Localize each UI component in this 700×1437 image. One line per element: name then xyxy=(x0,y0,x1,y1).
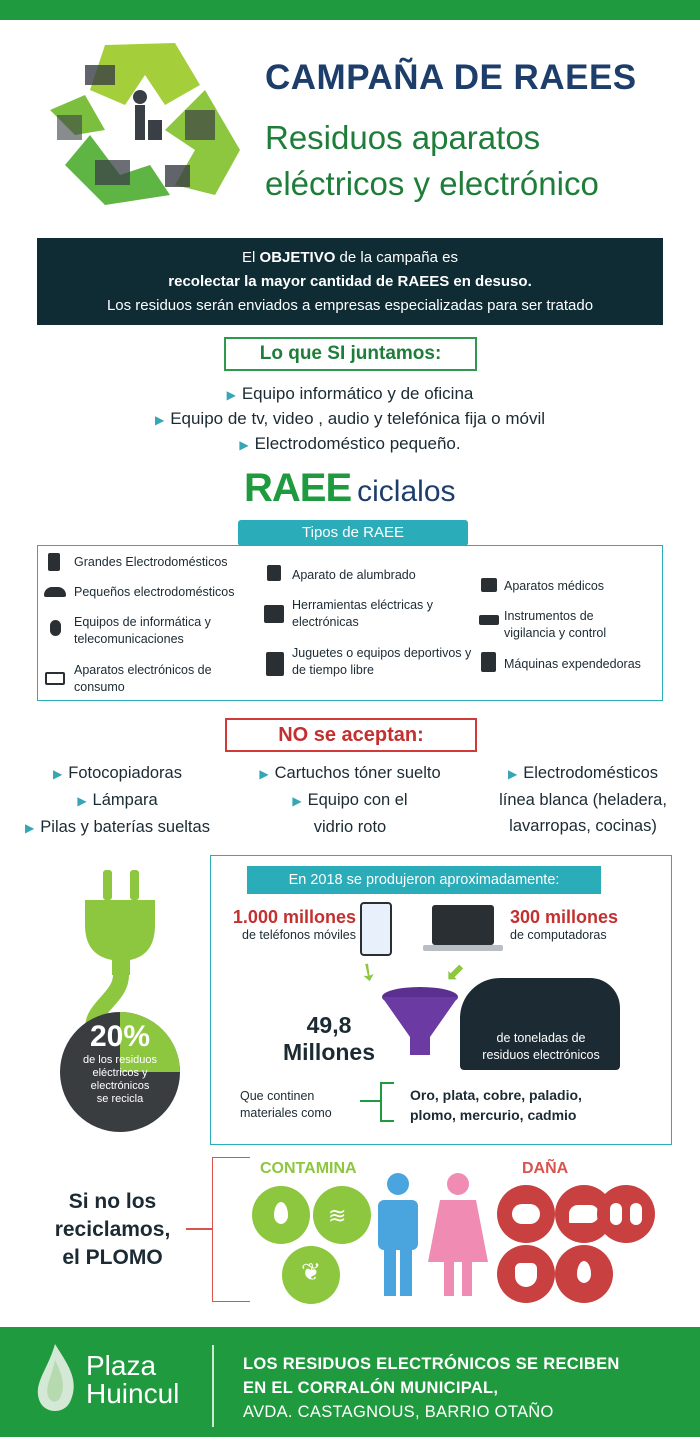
people-icon xyxy=(372,1172,492,1302)
campaign-subtitle: Residuos aparatos eléctricos y electrónico xyxy=(265,119,599,202)
tipo-item: Aparato de alumbrado xyxy=(292,568,416,582)
flame-logo-icon xyxy=(28,1340,83,1420)
vending-machine-icon xyxy=(481,652,496,672)
tipo-item: Pequeños electrodomésticos xyxy=(74,585,235,599)
mouse-icon xyxy=(50,620,61,636)
tipo-item: Aparatos electrónicos de consumo xyxy=(74,663,212,694)
lead-warning: Si no los reciclamos, el PLOMO xyxy=(54,1190,171,1269)
list-item: ▶ Fotocopiadoras xyxy=(53,764,182,782)
tipo-item: Equipos de informática y telecomunicaciones xyxy=(74,615,211,646)
dana-label: DAÑA xyxy=(522,1160,569,1177)
accepted-heading: Lo que SI juntamos: xyxy=(224,337,477,371)
accepted-list xyxy=(0,382,700,457)
rejected-col2: ▶ Cartuchos tóner suelto ▶ Equipo con el vidrio roto xyxy=(240,760,460,840)
stats-heading: En 2018 se produjeron aproximadamente: xyxy=(247,866,601,894)
air-wind-icon: ≋ xyxy=(313,1186,371,1244)
triangle-bullet-icon: ▶ xyxy=(53,767,63,781)
objective-box: El OBJETIVO de la campaña es recolectar la mayor cantidad de RAEES en desuso. Los residuos serán enviados a empresas especializadas para ser tratado xyxy=(37,238,663,325)
triangle-bullet-icon: ▶ xyxy=(77,794,87,808)
bracket-line xyxy=(186,1228,212,1230)
camera-icon xyxy=(479,615,499,625)
brand-logo: Plaza Huincul xyxy=(86,1350,180,1409)
list-item: ▶ Electrodomésticos xyxy=(507,764,659,782)
robot-icon xyxy=(266,652,284,676)
recycle-icon xyxy=(45,35,245,225)
list-item: ▶ Cartuchos tóner suelto xyxy=(259,764,441,782)
laptop-base xyxy=(423,945,503,951)
fridge-icon xyxy=(48,553,60,571)
rejected-col3: ▶ Electrodomésticos línea blanca (heladera, lavarropas, cocinas) xyxy=(478,760,688,839)
total-stat: 49,8 Millones xyxy=(282,1012,375,1065)
uterus-icon xyxy=(497,1245,555,1303)
triangle-bullet-icon: ▶ xyxy=(239,438,249,452)
campaign-title: CAMPAÑA DE RAEES xyxy=(265,58,637,97)
raee-logo: RAEE ciclalos xyxy=(244,466,456,510)
arrow-down-left-icon: ⬋ xyxy=(445,959,466,986)
triangle-bullet-icon: ▶ xyxy=(154,413,165,427)
triangle-bullet-icon: ▶ xyxy=(25,821,35,835)
footer-address: LOS RESIDUOS ELECTRÓNICOS SE RECIBEN EN EL CORRALÓN MUNICIPAL, AVDA. CASTAGNOUS, BARRIO OTAÑO xyxy=(243,1355,620,1421)
phones-stat: 1.000 millones de teléfonos móviles xyxy=(232,907,356,942)
brain-icon xyxy=(497,1185,555,1243)
water-drop-icon xyxy=(252,1186,310,1244)
materials-list: Oro, plata, cobre, paladio, plomo, mercurio, cadmio xyxy=(410,1087,582,1123)
laptop-icon xyxy=(432,905,494,945)
contamina-label: CONTAMINA xyxy=(260,1160,357,1177)
funnel-icon xyxy=(380,985,460,1060)
tipo-item: Juguetes o equipos deportivos y de tiempo libre xyxy=(292,646,472,677)
tipo-item: Instrumentos de vigilancia y control xyxy=(504,609,607,640)
tipo-item: Máquinas expendedoras xyxy=(504,657,641,671)
list-item: ▶ Electrodoméstico pequeño. xyxy=(239,434,461,453)
blood-drop-icon xyxy=(555,1245,613,1303)
list-item: ▶ Equipo con el xyxy=(292,791,408,809)
drill-icon xyxy=(264,605,284,623)
list-item: ▶ Lámpara xyxy=(77,791,158,809)
plant-sprout-icon: ❦ xyxy=(282,1246,340,1304)
kidneys-icon xyxy=(597,1185,655,1243)
recycle-percent: 20% xyxy=(89,1020,151,1053)
medical-monitor-icon xyxy=(481,578,497,592)
top-bar xyxy=(0,0,700,20)
rejected-col1 xyxy=(10,760,225,841)
tipo-item: Grandes Electrodomésticos xyxy=(74,555,228,569)
triangle-bullet-icon: ▶ xyxy=(226,388,236,402)
bracket-line xyxy=(360,1100,380,1102)
triangle-bullet-icon: ▶ xyxy=(259,767,269,781)
footer-divider xyxy=(212,1345,214,1427)
lamp-icon xyxy=(267,565,281,581)
lead-bracket xyxy=(212,1157,250,1302)
iron-icon xyxy=(44,587,66,597)
computers-stat: 300 millones de computadoras xyxy=(510,907,619,942)
tipo-item: Herramientas eléctricas y electrónicas xyxy=(292,598,434,629)
phone-icon xyxy=(360,902,392,956)
list-item: ▶ Equipo de tv, video , audio y telefónica fija o móvil xyxy=(154,409,546,428)
triangle-bullet-icon: ▶ xyxy=(507,767,518,781)
recycle-percent-circle: 20% de los residuos eléctricos y electrónicos se recicla xyxy=(60,1012,180,1132)
list-item: ▶ Equipo informático y de oficina xyxy=(226,384,474,403)
list-item: ▶ Pilas y baterías sueltas xyxy=(25,818,210,836)
rejected-heading: NO se aceptan: xyxy=(225,718,477,752)
bracket xyxy=(380,1082,394,1122)
triangle-bullet-icon: ▶ xyxy=(292,794,302,808)
tipos-heading: Tipos de RAEE xyxy=(238,520,468,546)
materials-label: Que continen materiales como xyxy=(240,1089,332,1120)
laptop-icon xyxy=(45,672,65,685)
tipo-item: Aparatos médicos xyxy=(504,579,605,593)
arrow-down-right-icon: ➘ xyxy=(352,955,385,990)
